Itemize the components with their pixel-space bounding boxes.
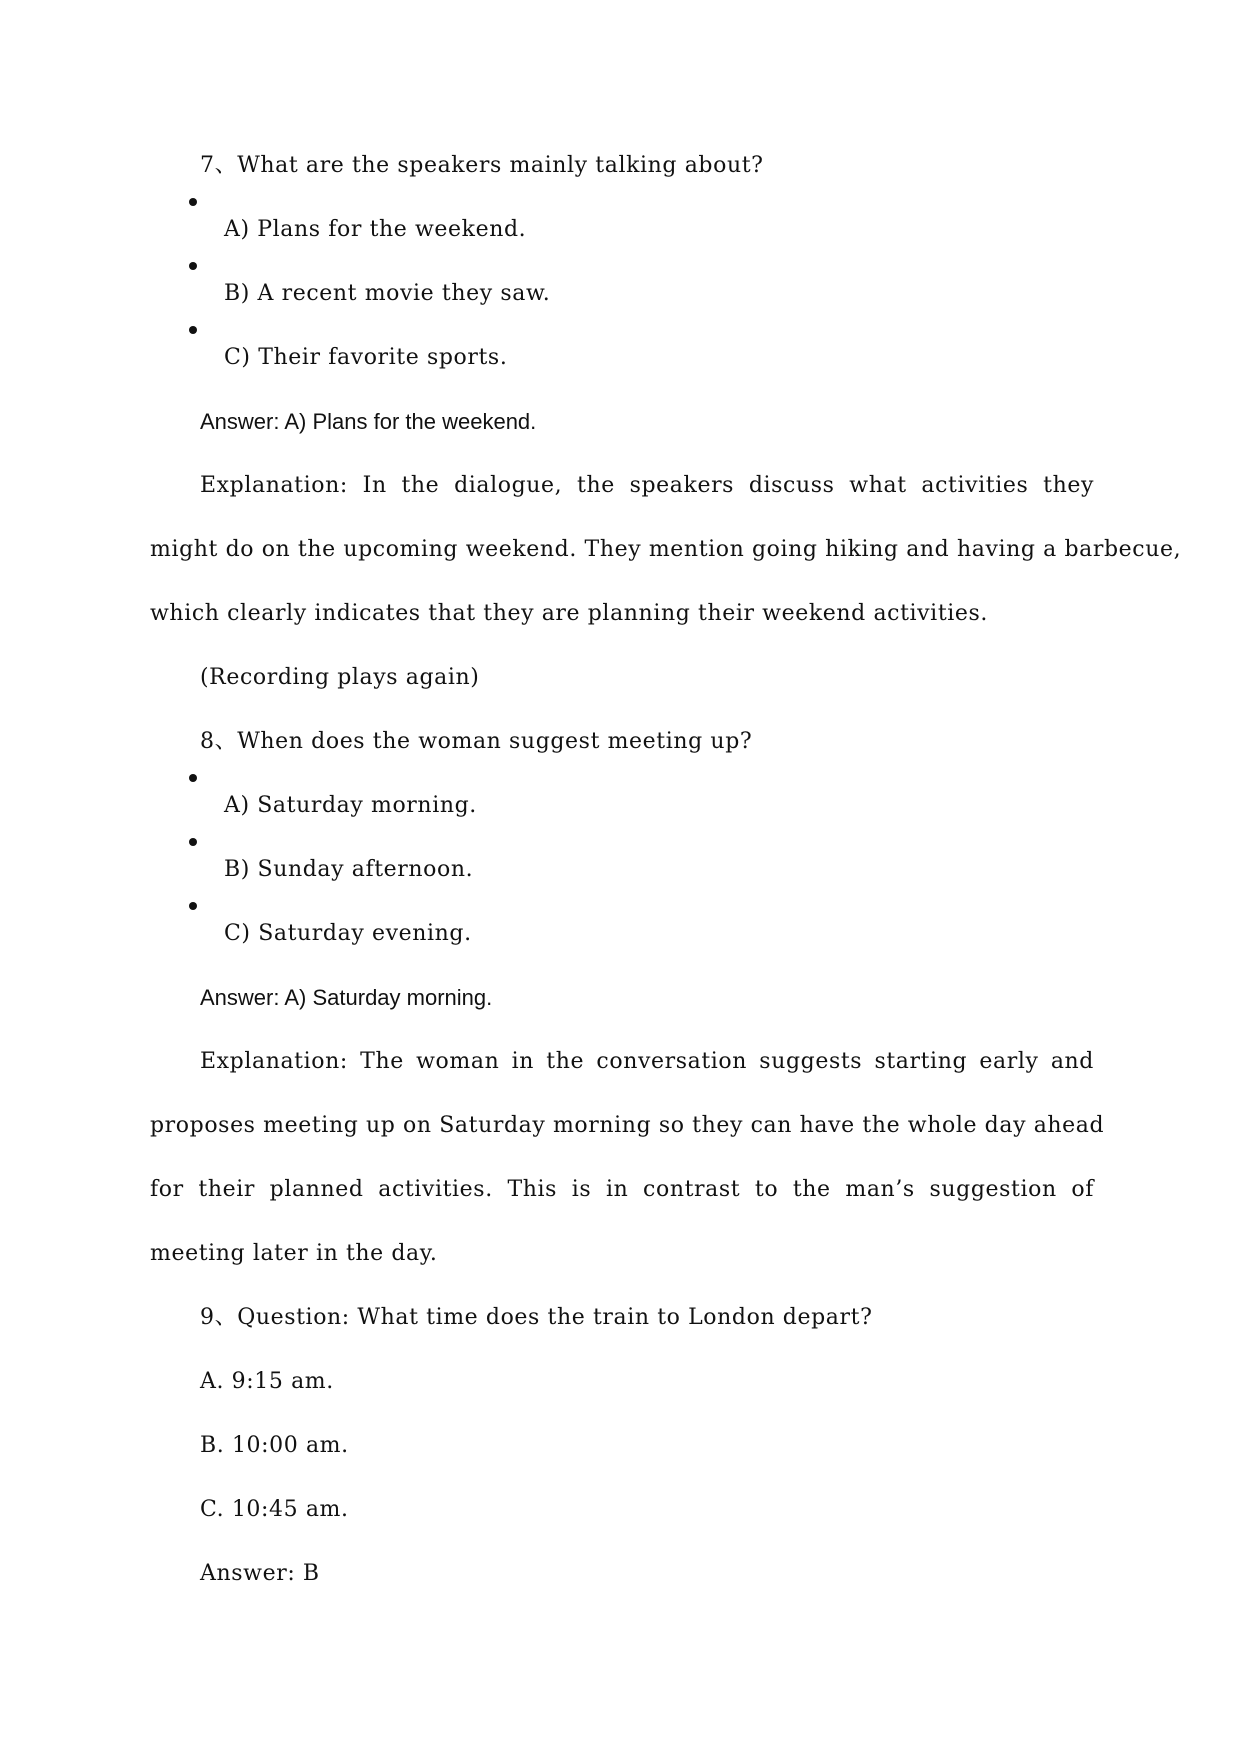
q7-explanation-line-2: might do on the upcoming weekend. They mention going hiking and having a barbecue, <box>150 537 1182 562</box>
q8-option-c: C) Saturday evening. <box>224 921 472 946</box>
question-9: 9、Question: What time does the train to London depart? <box>200 1305 873 1330</box>
question-7: 7、What are the speakers mainly talking about? <box>200 153 764 178</box>
question-8: 8、When does the woman suggest meeting up? <box>200 729 753 754</box>
bullet-icon <box>189 198 197 206</box>
bullet-icon <box>189 774 197 782</box>
q7-option-b: B) A recent movie they saw. <box>224 281 551 306</box>
q9-option-b: B. 10:00 am. <box>200 1433 349 1458</box>
q8-explanation-line-2: proposes meeting up on Saturday morning so they can have the whole day ahead <box>150 1113 1105 1138</box>
q8-option-a: A) Saturday morning. <box>224 793 477 818</box>
bullet-icon <box>189 902 197 910</box>
q9-answer: Answer: B <box>200 1561 320 1586</box>
q8-explanation-line-3: for their planned activities. This is in contrast to the man’s suggestion of <box>150 1177 1094 1202</box>
q8-explanation-line-4: meeting later in the day. <box>150 1241 438 1266</box>
q7-answer: Answer: A) Plans for the weekend. <box>200 409 537 434</box>
q9-option-c: C. 10:45 am. <box>200 1497 349 1522</box>
recording-note: (Recording plays again) <box>200 665 480 690</box>
bullet-icon <box>189 838 197 846</box>
q7-option-a: A) Plans for the weekend. <box>224 217 527 242</box>
q7-explanation-line-1: Explanation: In the dialogue, the speakers discuss what activities they <box>200 473 1094 498</box>
bullet-icon <box>189 326 197 334</box>
q7-explanation-line-3: which clearly indicates that they are planning their weekend activities. <box>150 601 989 626</box>
bullet-icon <box>189 262 197 270</box>
q7-option-c: C) Their favorite sports. <box>224 345 508 370</box>
q8-explanation-line-1: Explanation: The woman in the conversation suggests starting early and <box>200 1049 1094 1074</box>
q8-answer: Answer: A) Saturday morning. <box>200 985 493 1010</box>
q9-option-a: A. 9:15 am. <box>200 1369 334 1394</box>
q8-option-b: B) Sunday afternoon. <box>224 857 474 882</box>
